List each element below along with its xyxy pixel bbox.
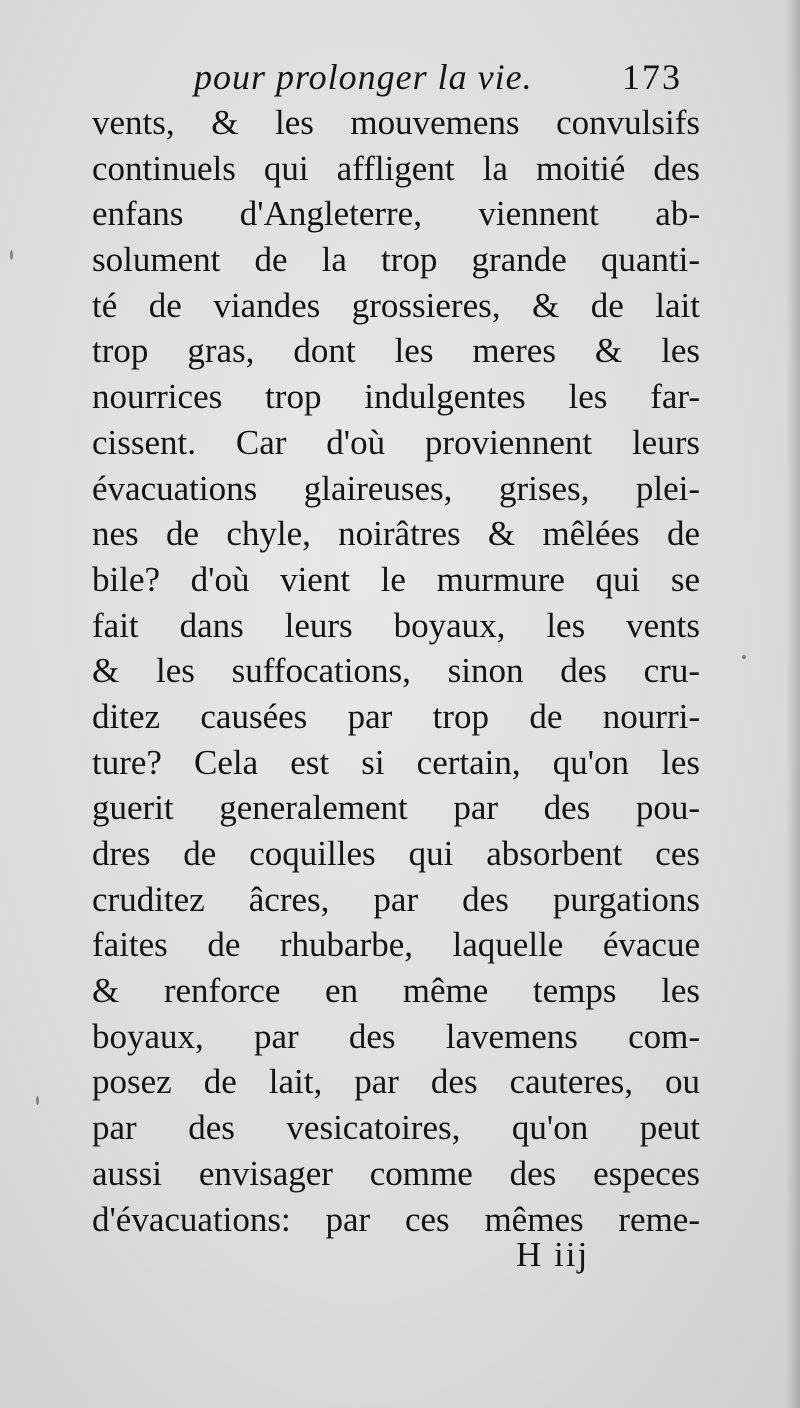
text-line: nourrices trop indulgentes les far- — [92, 377, 700, 417]
text-line: cissent. Car d'où proviennent leurs — [92, 422, 700, 462]
text-line: boyaux, par des lavemens com- — [92, 1016, 700, 1056]
text-line: posez de lait, par des cauteres, ou — [92, 1062, 700, 1102]
paper-speck — [10, 250, 13, 260]
page-number: 173 — [622, 57, 682, 97]
body-text — [92, 100, 700, 1242]
paper-speck — [742, 655, 746, 659]
text-line: dres de coquilles qui absorbent ces — [92, 834, 700, 873]
text-line: solument de la trop grande quanti- — [92, 240, 700, 280]
paper-speck — [36, 1096, 39, 1105]
text-line: té de viandes grossieres, & de lait — [92, 285, 700, 325]
text-line: ture? Cela est si certain, qu'on les — [92, 742, 700, 782]
text-line: faites de rhubarbe, laquelle évacue — [92, 925, 700, 965]
text-line: par des vesicatoires, qu'on peut — [92, 1108, 700, 1148]
text-line: nes de chyle, noirâtres & mêlées de — [92, 514, 700, 554]
text-line: vents, & les mouvemens convulsifs — [92, 103, 700, 142]
running-head — [0, 52, 800, 102]
text-line: fait dans leurs boyaux, les vents — [92, 605, 700, 645]
text-line: d'évacuations: par ces mêmes reme- — [92, 1199, 700, 1239]
text-line: aussi envisager comme des especes — [92, 1153, 700, 1193]
text-line: bile? d'où vient le murmure qui se — [92, 559, 700, 599]
running-title: pour prolonger la vie. — [194, 57, 533, 97]
text-line: guerit generalement par des pou- — [92, 788, 700, 828]
text-line: enfans d'Angleterre, viennent ab- — [92, 194, 700, 234]
signature-mark: H iij — [516, 1235, 590, 1274]
text-line: & les suffocations, sinon des cru- — [92, 651, 700, 691]
text-line: ditez causées par trop de nourri- — [92, 696, 700, 736]
text-line: trop gras, dont les meres & les — [92, 331, 700, 371]
text-line: évacuations glaireuses, grises, plei- — [92, 468, 700, 508]
text-line: continuels qui affligent la moitié des — [92, 148, 700, 188]
text-line: & renforce en même temps les — [92, 971, 700, 1011]
text-line: cruditez âcres, par des purgations — [92, 879, 700, 919]
